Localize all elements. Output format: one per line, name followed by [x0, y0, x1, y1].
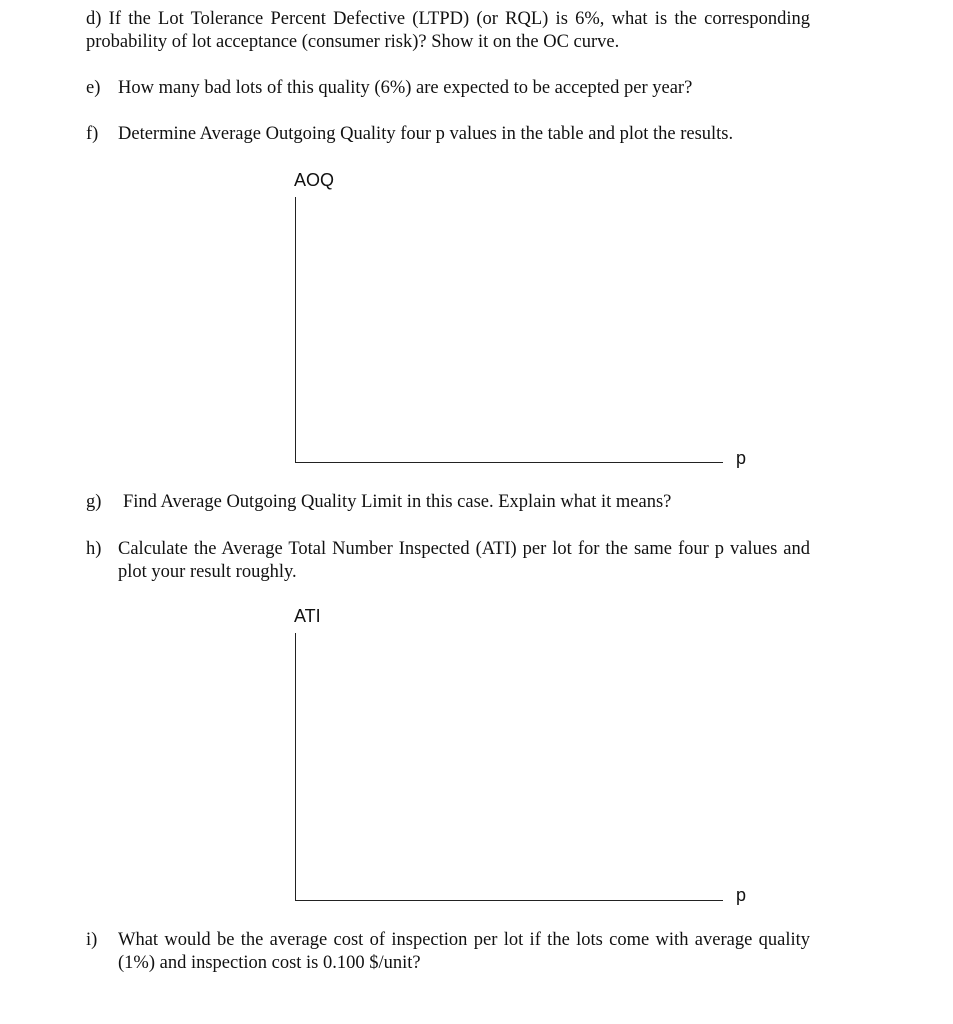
aoq-x-axis — [295, 462, 723, 463]
question-g — [86, 491, 810, 514]
question-i-text: What would be the average cost of inspection per lot if the lots come with average quality (1%) and inspection cost is 0.100 $/unit? — [118, 930, 810, 973]
question-d-text: If the Lot Tolerance Percent Defective (LTPD) (or RQL) is 6%, what is the corresponding probability of lot acceptance (consumer risk)? Show it on the OC curve. — [86, 9, 811, 52]
question-h-label: h) — [86, 539, 102, 559]
question-e-text: How many bad lots of this quality (6%) are expected to be accepted per year? — [118, 78, 693, 98]
ati-x-axis-label: p — [736, 885, 747, 905]
question-d-label: d) — [86, 9, 102, 29]
ati-y-axis-label: ATI — [294, 606, 321, 626]
question-g-label: g) — [86, 492, 102, 512]
question-h-text: Calculate the Average Total Number Inspected (ATI) per lot for the same four p values and plot your result roughly. — [118, 539, 810, 582]
question-h — [86, 538, 810, 584]
ati-y-axis — [295, 633, 296, 900]
question-f — [86, 123, 810, 146]
question-g-text: Find Average Outgoing Quality Limit in this case. Explain what it means? — [123, 492, 672, 512]
question-i — [86, 929, 810, 975]
question-i-label: i) — [86, 930, 98, 950]
question-e-label: e) — [86, 78, 101, 98]
question-d — [86, 8, 810, 54]
aoq-y-axis — [295, 197, 296, 462]
aoq-x-axis-label: p — [736, 448, 747, 468]
question-e — [86, 77, 810, 100]
ati-x-axis — [295, 900, 723, 901]
question-f-label: f) — [86, 124, 99, 144]
aoq-y-axis-label: AOQ — [294, 170, 335, 190]
question-f-text: Determine Average Outgoing Quality four p values in the table and plot the results. — [118, 124, 734, 144]
